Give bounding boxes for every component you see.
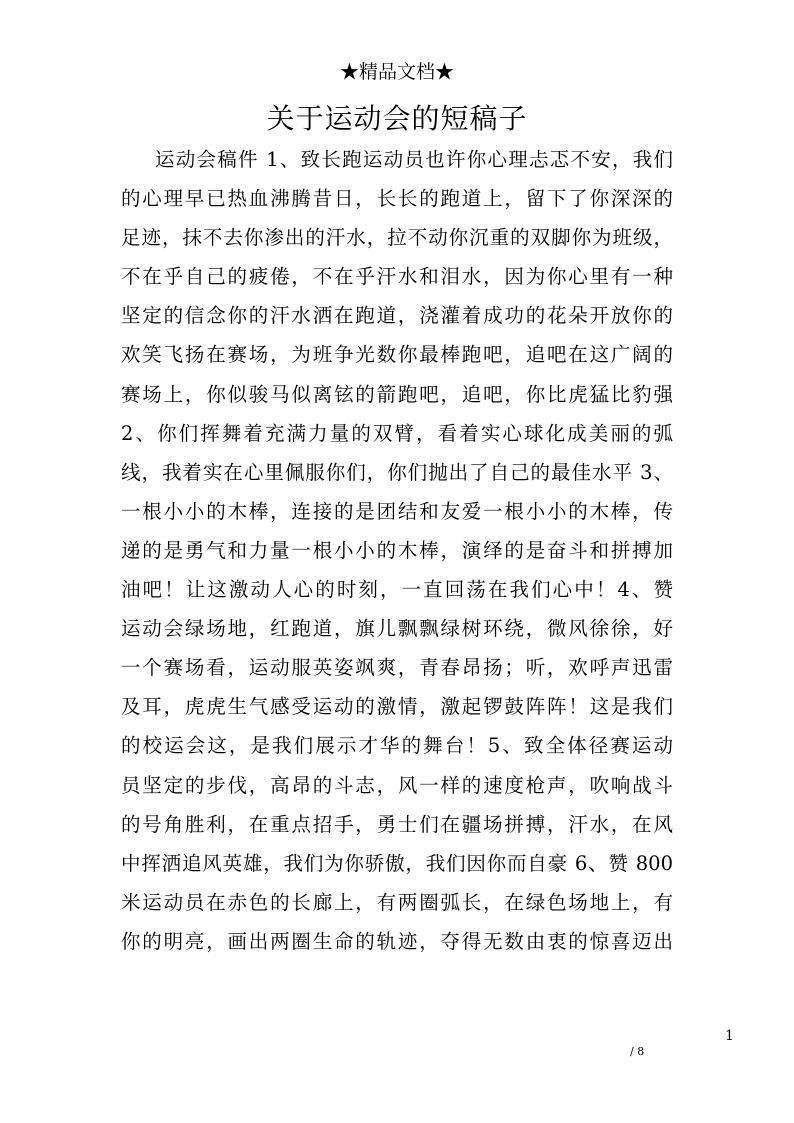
body-line: 线，我着实在心里佩服你们，你们抛出了自己的最佳水平 3、 <box>121 460 673 484</box>
body-line: 递的是勇气和力量一根小小的木棒，演绎的是奋斗和拼搏加 <box>121 538 673 562</box>
body-line: 足迹，抹不去你渗出的汗水，拉不动你沉重的双脚你为班级， <box>121 226 673 250</box>
body-line: 米运动员在赤色的长廊上，有两圈弧长，在绿色场地上，有 <box>121 890 673 914</box>
body-line: 坚定的信念你的汗水洒在跑道，浇灌着成功的花朵开放你的 <box>121 304 673 328</box>
body-line: 的号角胜利，在重点招手，勇士们在疆场拼搏，汗水，在风 <box>121 812 673 836</box>
body-line: 2、你们挥舞着充满力量的双臂，看着实心球化成美丽的弧 <box>121 421 673 445</box>
document-body <box>121 140 673 961</box>
page-indicator: / 8 <box>630 1045 645 1058</box>
body-line: 的校运会这，是我们展示才华的舞台！5、致全体径赛运动 <box>121 734 673 758</box>
body-line: 赛场上，你似骏马似离铉的箭跑吧，追吧，你比虎猛比豹强 <box>121 382 673 406</box>
header-banner: ★精品文档★ <box>339 61 454 83</box>
body-line: 的心理早已热血沸腾昔日，长长的跑道上，留下了你深深的 <box>121 187 673 211</box>
body-line: 一根小小的木棒，连接的是团结和友爱一根小小的木棒，传 <box>121 499 673 523</box>
body-line: 运动会稿件 1、致长跑运动员也许你心理忐忑不安，我们 <box>155 148 673 171</box>
body-line: 油吧！让这激动人心的时刻，一直回荡在我们心中！4、赞 <box>121 578 673 602</box>
corner-page-number: 1 <box>725 1028 734 1044</box>
body-line: 员坚定的步伐，高昂的斗志，风一样的速度枪声，吹响战斗 <box>121 773 673 797</box>
body-line: 运动会绿场地，红跑道，旗儿飘飘绿树环绕，微风徐徐，好 <box>121 617 673 641</box>
body-line: 一个赛场看，运动服英姿飒爽，青春昂扬；听，欢呼声迅雷 <box>121 656 673 680</box>
document-title: 关于运动会的短稿子 <box>266 102 528 135</box>
body-line: 你的明亮，画出两圈生命的轨迹，夺得无数由衷的惊喜迈出 <box>121 929 673 953</box>
body-line: 中挥洒追风英雄，我们为你骄傲，我们因你而自豪 6、赞 800 <box>121 851 673 875</box>
body-line: 不在乎自己的疲倦，不在乎汗水和泪水，因为你心里有一种 <box>121 265 673 289</box>
body-line: 及耳，虎虎生气感受运动的激情，激起锣鼓阵阵！这是我们 <box>121 695 673 719</box>
body-line: 欢笑飞扬在赛场，为班争光数你最棒跑吧，追吧在这广阔的 <box>121 343 673 367</box>
